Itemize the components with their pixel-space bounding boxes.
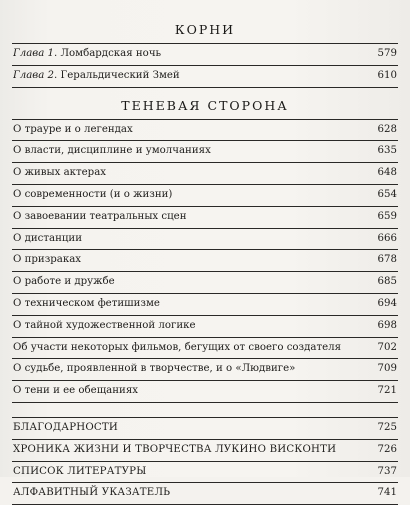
toc-entry <box>12 250 398 272</box>
toc-entry-page: 726 <box>377 443 397 455</box>
toc-entry-prefix: Глава 1. <box>13 48 58 59</box>
section-title-shadow-side: ТЕНЕВАЯ СТОРОНА <box>121 97 289 113</box>
toc-entry <box>12 440 398 462</box>
toc-entry-text: БЛАГОДАРНОСТИ <box>13 421 118 433</box>
toc-entry <box>12 359 398 381</box>
toc-entry-text: Об участи некоторых фильмов, бегущих от своего создателя <box>13 341 342 353</box>
toc-entry <box>12 229 398 251</box>
toc-entry-page: 666 <box>377 232 397 244</box>
toc-entry-page: 579 <box>377 48 397 59</box>
toc-entry-text: Геральдический Змей <box>57 69 180 81</box>
toc-entry <box>12 141 398 163</box>
toc-entry-page: 721 <box>377 385 397 397</box>
toc-entry-text: О призраках <box>13 254 82 266</box>
toc-entry <box>12 381 398 403</box>
toc-entry-text: ХРОНИКА ЖИЗНИ И ТВОРЧЕСТВА ЛУКИНО ВИСКОНТИ <box>13 443 337 455</box>
toc-entry-page: 648 <box>377 167 397 179</box>
toc-entry-page: 610 <box>377 69 397 81</box>
toc-entry-text: Ломбардская ночь <box>57 48 162 59</box>
toc-entry <box>12 44 398 66</box>
toc-entry <box>12 66 398 88</box>
toc-entry-prefix: Глава 2. <box>13 69 58 81</box>
toc-entry-text: О трауре и о легендах <box>13 123 133 135</box>
toc-entry-page: 702 <box>377 341 397 353</box>
toc-entry-page: 635 <box>377 145 397 157</box>
toc-entry-page: 709 <box>377 363 397 375</box>
spacer <box>12 403 398 417</box>
toc-entry-page: 685 <box>377 276 397 288</box>
toc-entry-text: О тени и ее обещаниях <box>13 385 138 397</box>
toc-entry-text: О работе и дружбе <box>13 276 115 288</box>
toc-entry-page: 698 <box>377 319 397 331</box>
toc-entry <box>12 338 398 360</box>
toc-entry-label <box>13 44 161 65</box>
toc-entry-text: О дистанции <box>13 232 82 244</box>
toc-entry <box>12 272 398 294</box>
toc-entry-page: 659 <box>377 210 397 222</box>
toc-entry-text: СПИСОК ЛИТЕРАТУРЫ <box>13 465 147 477</box>
toc-entry-label <box>13 66 180 87</box>
toc-entry-page: 725 <box>377 421 397 433</box>
toc-entry <box>12 294 398 316</box>
toc-entry-page: 737 <box>377 465 397 477</box>
toc-entry-text: О власти, дисциплине и умолчаниях <box>13 145 211 157</box>
toc-entry-text: О техническом фетишизме <box>13 297 160 309</box>
toc-entry <box>12 483 398 505</box>
toc-entry <box>12 207 398 229</box>
toc-entry-page: 628 <box>377 123 397 135</box>
toc-entry <box>12 418 398 440</box>
toc-entry-page: 678 <box>377 254 397 266</box>
toc-entry <box>12 163 398 185</box>
toc-entry-page: 654 <box>377 188 397 200</box>
toc-entry-text: О судьбе, проявленной в творчестве, и о «Людвиге» <box>13 363 296 375</box>
toc-entry-text: О современности (и о жизни) <box>13 188 173 200</box>
toc-entry-text: О живых актерах <box>13 167 107 179</box>
section-title-roots: КОРНИ <box>174 22 236 37</box>
toc-entry-page: 741 <box>377 487 397 499</box>
toc-entry <box>12 185 398 207</box>
toc-entry-text: АЛФАВИТНЫЙ УКАЗАТЕЛЬ <box>13 487 171 499</box>
toc-entry <box>12 316 398 338</box>
toc-entry <box>12 120 398 142</box>
toc-entry-text: О тайной художественной логике <box>13 319 196 331</box>
toc-entry-text: О завоевании театральных сцен <box>13 210 187 222</box>
toc-entry <box>12 462 398 484</box>
toc-entry-page: 694 <box>377 297 397 309</box>
